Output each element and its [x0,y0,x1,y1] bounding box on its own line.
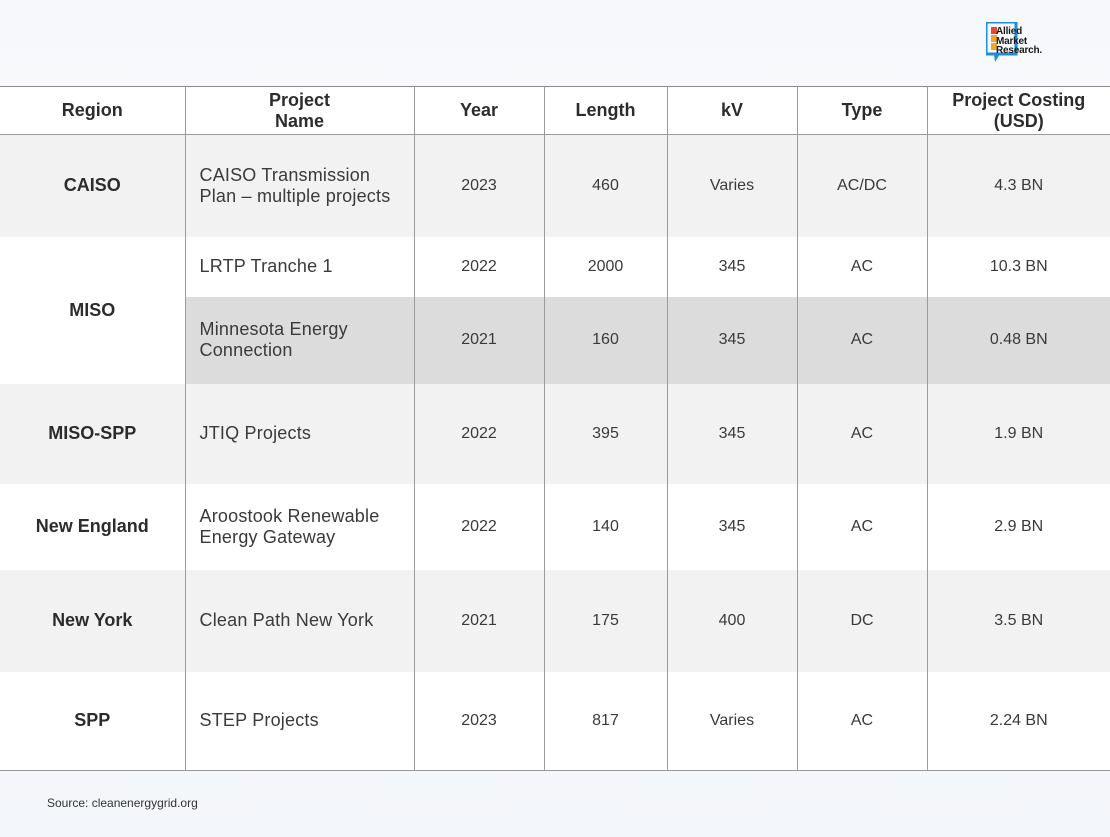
cell-project-name: STEP Projects [185,672,414,771]
cell-length: 160 [544,297,667,384]
projects-table [0,86,1110,771]
table-row [0,570,1110,672]
cell-type: AC [797,237,927,297]
cell-cost: 4.3 BN [927,135,1110,237]
brand-wordmark [996,27,1042,56]
cell-length: 395 [544,384,667,484]
cell-cost: 2.24 BN [927,672,1110,771]
cell-project-name: Aroostook Renewable Energy Gateway [185,484,414,570]
cell-kv: 345 [667,484,797,570]
cell-length: 460 [544,135,667,237]
brand-logo [986,22,1076,70]
table-row [0,237,1110,297]
cell-year: 2022 [414,484,544,570]
cell-kv: 345 [667,384,797,484]
cell-type: AC [797,484,927,570]
header-project-name: Project Name [185,87,414,135]
cell-year: 2022 [414,237,544,297]
cell-type: DC [797,570,927,672]
cell-length: 140 [544,484,667,570]
cell-cost: 3.5 BN [927,570,1110,672]
cell-cost: 10.3 BN [927,237,1110,297]
cell-year: 2021 [414,570,544,672]
cell-project-name: LRTP Tranche 1 [185,237,414,297]
table-row [0,484,1110,570]
cell-kv: Varies [667,672,797,771]
header-region: Region [0,87,185,135]
cell-year: 2023 [414,672,544,771]
cell-project-name: JTIQ Projects [185,384,414,484]
cell-region: New England [0,484,185,570]
header-type: Type [797,87,927,135]
header-year: Year [414,87,544,135]
cell-type: AC [797,384,927,484]
cell-cost: 0.48 BN [927,297,1110,384]
table-row [0,672,1110,771]
header-kv: kV [667,87,797,135]
cell-region: MISO [0,237,185,384]
cell-kv: 345 [667,237,797,297]
cell-year: 2022 [414,384,544,484]
cell-length: 2000 [544,237,667,297]
cell-type: AC/DC [797,135,927,237]
cell-cost: 1.9 BN [927,384,1110,484]
cell-length: 817 [544,672,667,771]
cell-project-name: Minnesota Energy Connection [185,297,414,384]
cell-year: 2023 [414,135,544,237]
cell-kv: 400 [667,570,797,672]
brand-line-1: Allied [996,26,1023,37]
table-header-row [0,87,1110,135]
cell-kv: 345 [667,297,797,384]
table-row [0,135,1110,237]
header-length: Length [544,87,667,135]
cell-type: AC [797,297,927,384]
brand-line-2: Market [996,35,1028,47]
cell-region: SPP [0,672,185,771]
header-project-costing: Project Costing (USD) [927,87,1110,135]
cell-region: MISO-SPP [0,384,185,484]
cell-project-name: Clean Path New York [185,570,414,672]
brand-line-3: Research. [996,45,1043,56]
cell-length: 175 [544,570,667,672]
source-note: Source: cleanenergygrid.org [47,796,198,810]
cell-kv: Varies [667,135,797,237]
cell-project-name: CAISO Transmission Plan – multiple projects [185,135,414,237]
cell-region: CAISO [0,135,185,237]
cell-year: 2021 [414,297,544,384]
table-row [0,384,1110,484]
cell-cost: 2.9 BN [927,484,1110,570]
cell-type: AC [797,672,927,771]
cell-region: New York [0,570,185,672]
